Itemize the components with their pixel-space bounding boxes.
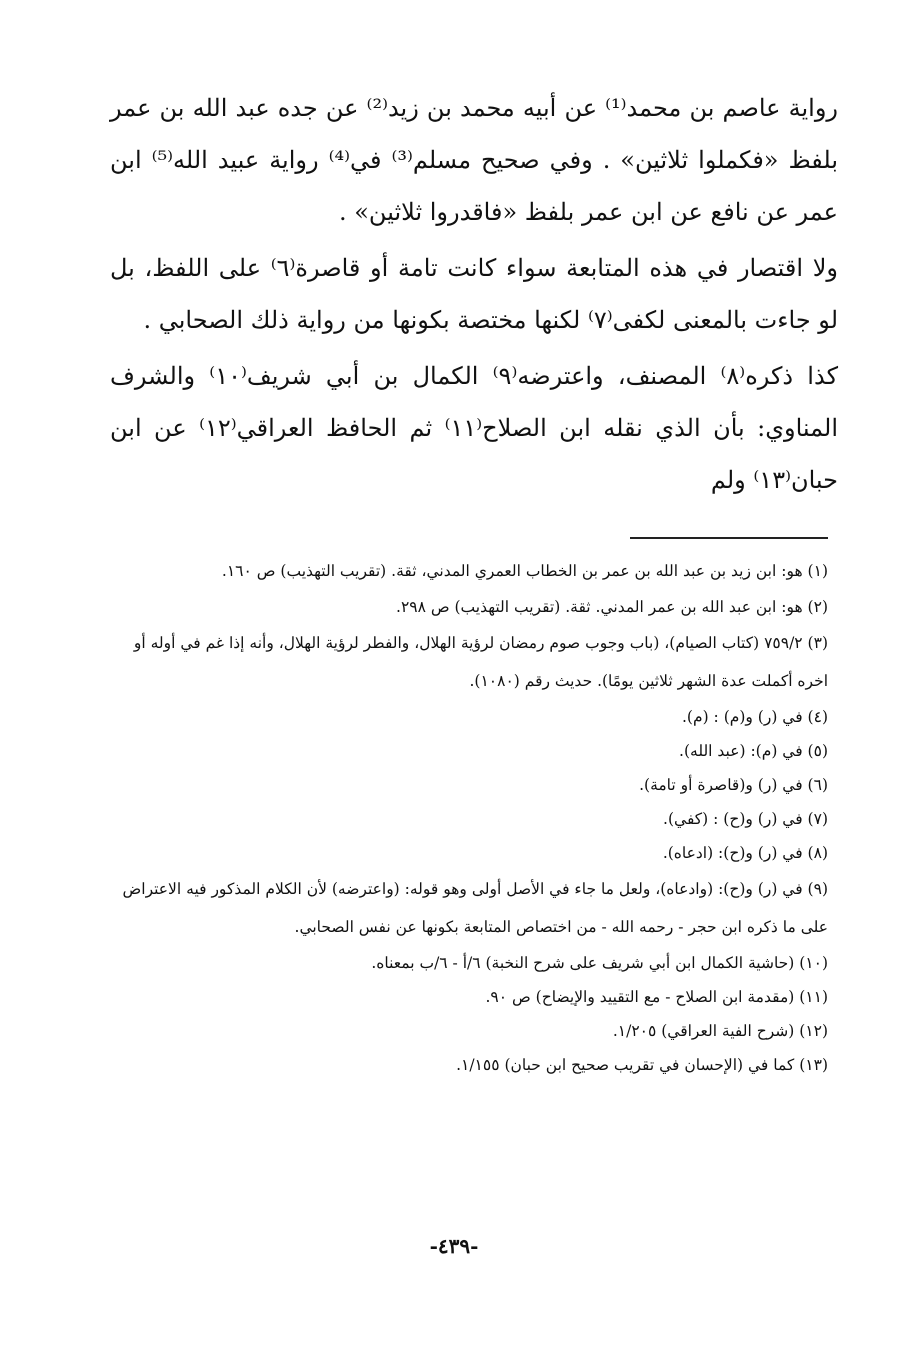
footnote: (٣) ٧٥٩/٢ (كتاب الصيام)، (باب وجوب صوم رمضان لرؤية الهلال، والفطر لرؤية الهلال، وأنه إذا غم في أوله أو اخره أكملت عدة الشهر ثلاثين يومًا). حديث رقم (١٠٨٠). — [133, 634, 828, 690]
footnote: (٢) هو: ابن عبد الله بن عمر المدني. ثقة. (تقريب التهذيب) ص ٢٩٨. — [396, 598, 828, 616]
paragraph: رواية عاصم بن محمد⁽¹⁾ عن أبيه محمد بن زيد⁽²⁾ عن جده عبد الله بن عمر بلفظ «فكملوا ثلاثين» . وفي صحيح مسلم⁽³⁾ في⁽⁴⁾ رواية عبيد الله⁽⁵⁾ ابن عمر عن نافع عن ابن عمر بلفظ «فاقدروا ثلاثين» . — [110, 94, 839, 226]
footnote: (١) هو: ابن زيد بن عبد الله بن عمر بن الخطاب العمري المدني، ثقة. (تقريب التهذيب) ص ١٦٠. — [221, 562, 828, 580]
footnote: (٨) في (ر) و(ح): (ادعاه). — [662, 844, 828, 862]
footnote: (١٣) كما في (الإحسان في تقريب صحيح ابن حبان) ١/١٥٥. — [456, 1056, 828, 1074]
footnote: (٦) في (ر) و(قاصرة أو تامة). — [639, 776, 828, 794]
footnote-divider — [630, 537, 828, 539]
paragraph: ولا اقتصار في هذه المتابعة سواء كانت تامة أو قاصرة⁽٦⁾ على اللفظ، بل لو جاءت بالمعنى لكفى⁽٧⁾ لكنها مختصة بكونها من رواية ذلك الصحابي . — [110, 254, 839, 334]
footnote: (٧) في (ر) و(ح) : (كفي). — [663, 810, 828, 828]
footnotes — [118, 552, 828, 1082]
paragraph: كذا ذكره⁽٨⁾ المصنف، واعترضه⁽٩⁾ الكمال بن أبي شريف⁽١٠⁾ والشرف المناوي: بأن الذي نقله ابن الصلاح⁽١١⁾ ثم الحافظ العراقي⁽١٢⁾ عن ابن حبان⁽١٣⁾ ولم — [110, 362, 839, 494]
footnote: (٥) في (م): (عبد الله). — [679, 742, 828, 760]
footnote: (١٢) (شرح الفية العراقي) ١/٢٠٥. — [612, 1022, 828, 1040]
page-number: -٤٣٩- — [429, 1234, 479, 1258]
footnote: (١١) (مقدمة ابن الصلاح - مع التقييد والإيضاح) ص ٩٠. — [485, 988, 828, 1006]
footnote: (١٠) (حاشية الكمال ابن أبي شريف على شرح النخبة) ٦/أ - ٦/ب بمعناه. — [371, 954, 828, 972]
footnote: (٩) في (ر) و(ح): (وادعاه)، ولعل ما جاء في الأصل أولى وهو قوله: (واعترضه) لأن الكلام المذكور فيه الاعتراض على ما ذكره ابن حجر - رحمه الله - من اختصاص المتابعة بكونها عن نفس الصحابي. — [122, 880, 828, 936]
footnote: (٤) في (ر) و(م) : (م). — [682, 708, 828, 726]
main-text — [110, 82, 838, 510]
